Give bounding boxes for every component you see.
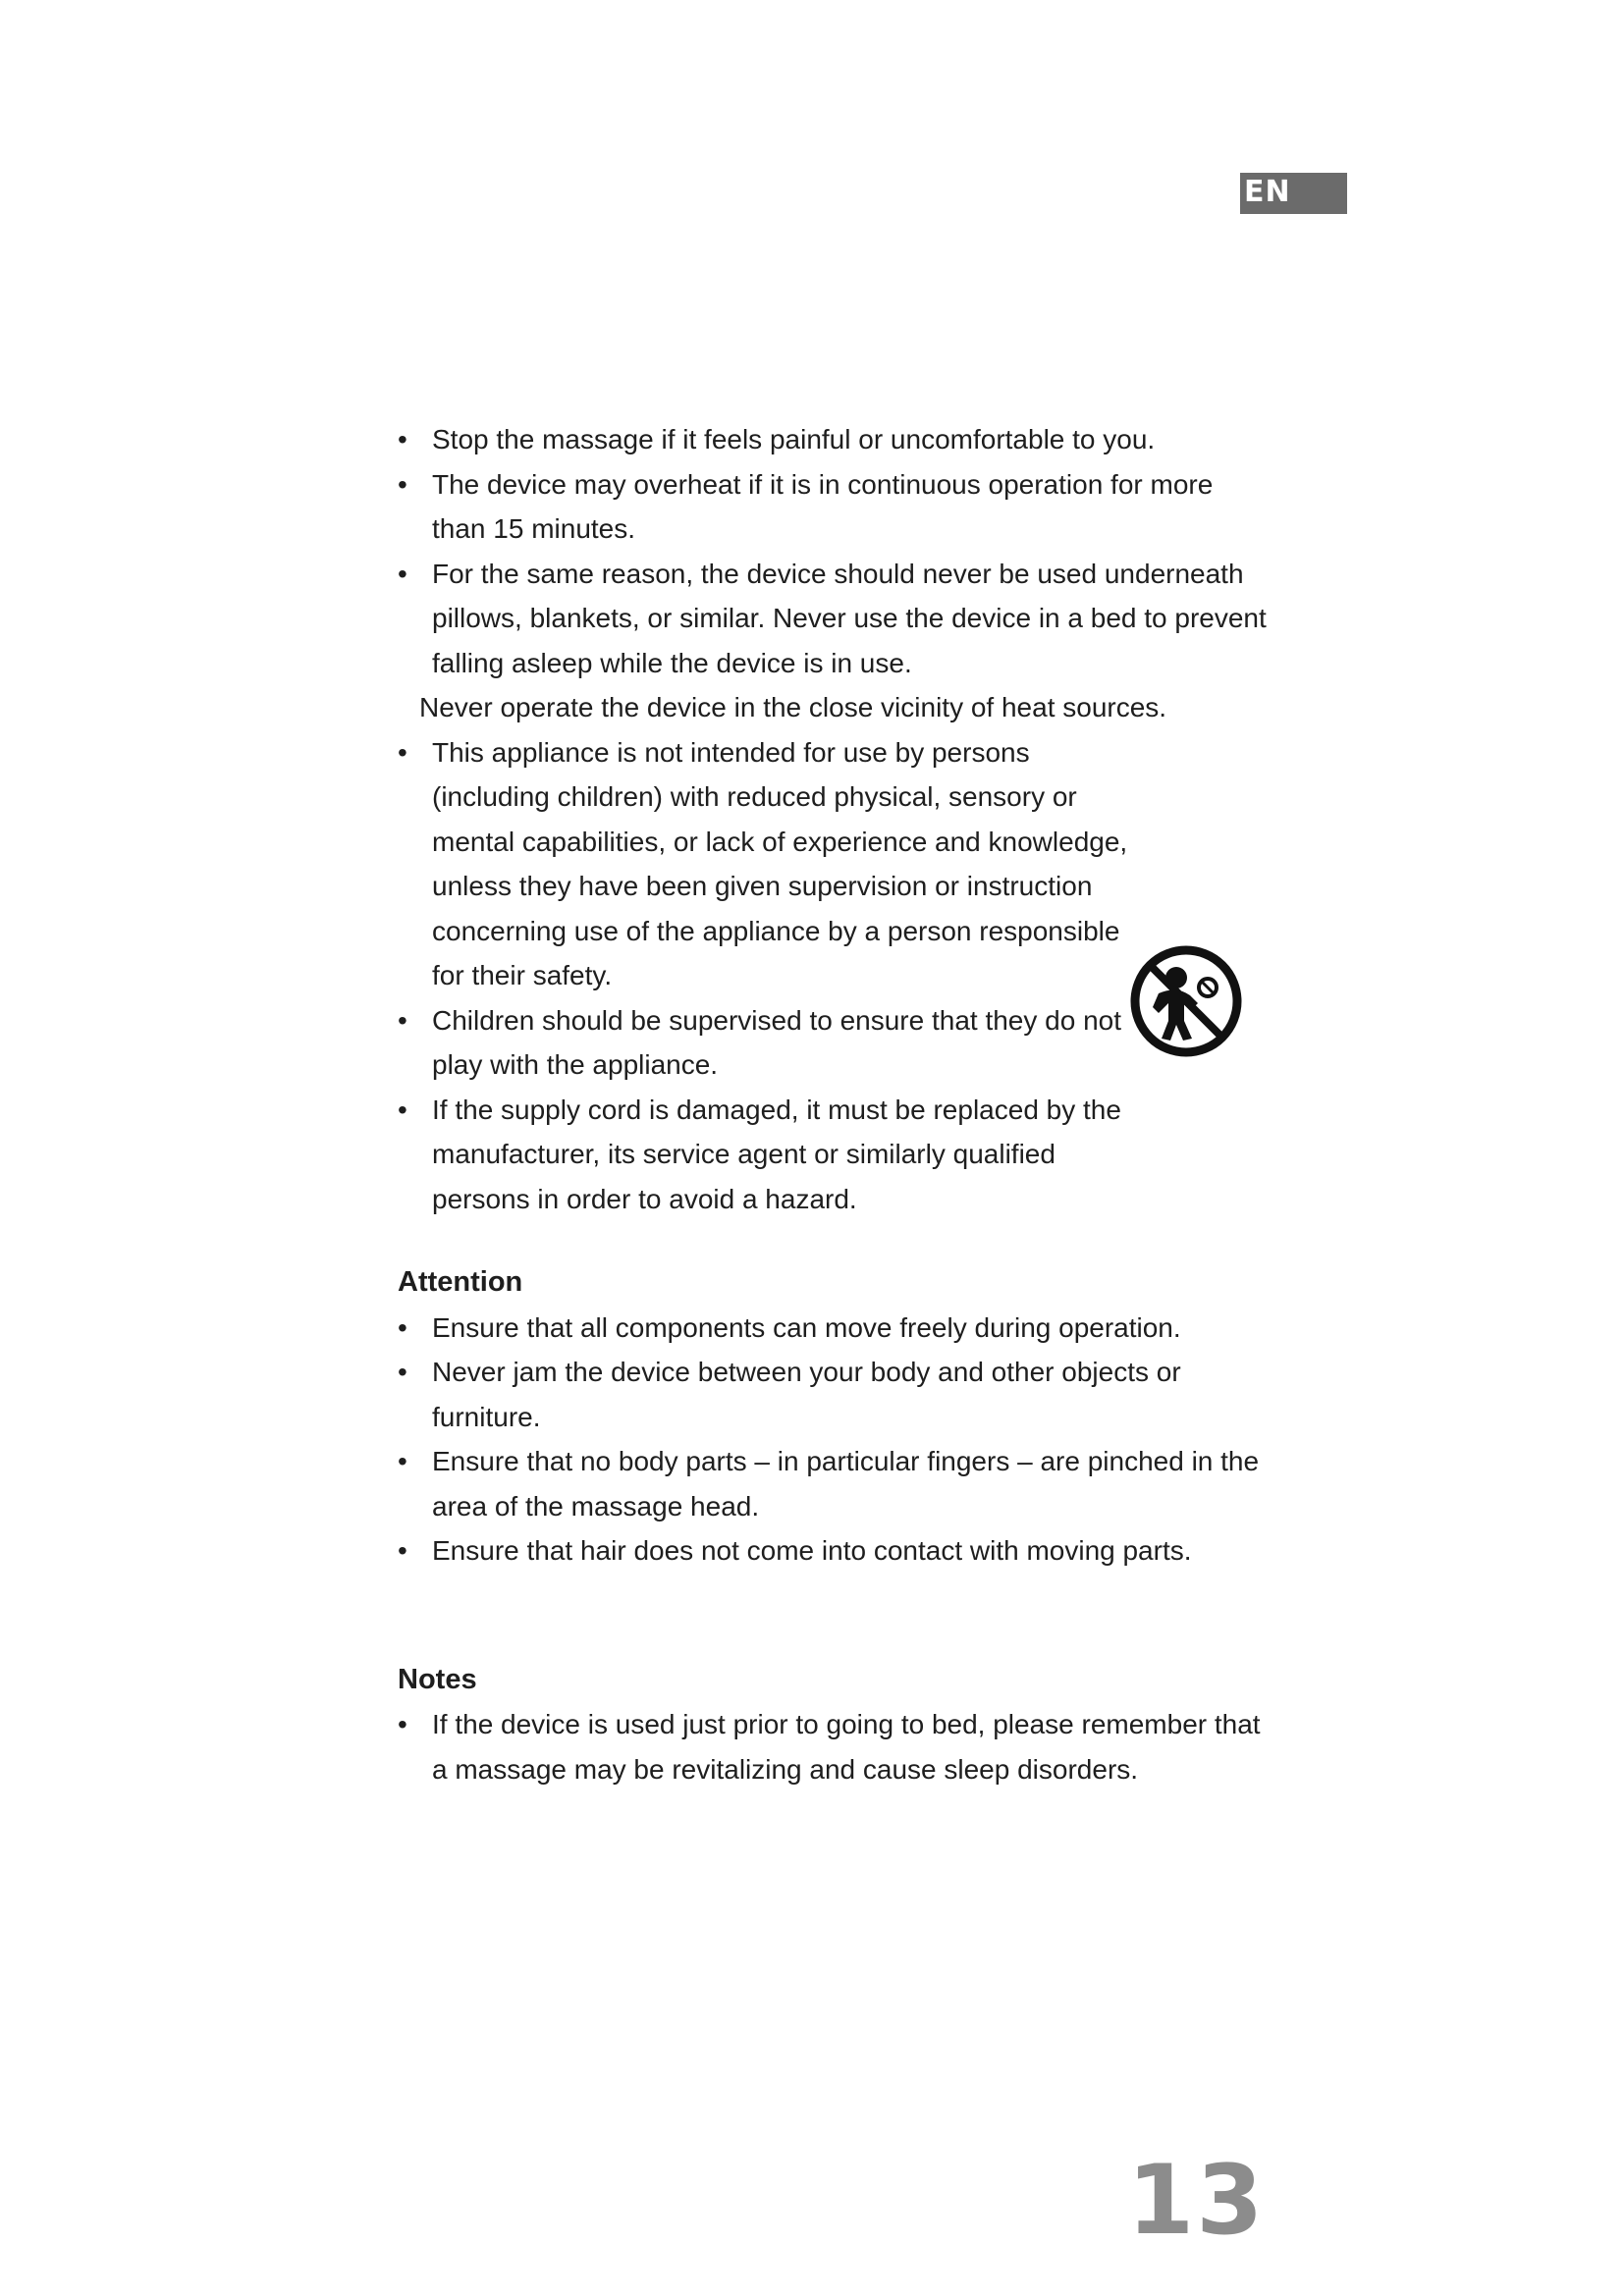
list-item xyxy=(398,1350,1267,1439)
bullet-icon: • xyxy=(398,1535,407,1566)
safety-list xyxy=(398,417,1267,685)
notes-heading: Notes xyxy=(398,1663,477,1695)
language-tab: EN xyxy=(1240,173,1347,214)
bullet-icon: • xyxy=(398,558,407,589)
list-item xyxy=(398,1528,1267,1574)
bullet-icon: • xyxy=(398,736,407,768)
list-item xyxy=(398,998,1149,1088)
bullet-icon: • xyxy=(398,1004,407,1036)
list-item xyxy=(398,1702,1267,1791)
list-item xyxy=(398,417,1267,462)
list-item xyxy=(398,552,1267,686)
list-item-text: If the device is used just prior to going to bed, please remember that a massage may be revitalizing and cause sleep disorders. xyxy=(432,1709,1261,1785)
list-item xyxy=(398,1088,1149,1222)
bullet-icon: • xyxy=(398,468,407,500)
bullet-icon: • xyxy=(398,1357,407,1387)
page-content xyxy=(398,417,1267,1791)
list-item-text: Stop the massage if it feels painful or uncomfortable to you. xyxy=(432,424,1156,454)
attention-list xyxy=(398,1306,1267,1574)
list-item-text: Never jam the device between your body and other objects or furniture. xyxy=(432,1357,1181,1432)
list-item-text: Ensure that all components can move freely during operation. xyxy=(432,1311,1181,1343)
list-item xyxy=(398,730,1149,998)
bullet-icon: • xyxy=(398,1446,407,1476)
list-item-text: This appliance is not intended for use by persons (including children) with reduced physical, sensory or mental capabilities, or lack of experience and knowledge, unless they have been given supervision or instruction concerning use of the appliance by a person responsible for their safety. xyxy=(432,736,1128,990)
list-item xyxy=(398,462,1267,552)
bullet-icon: • xyxy=(398,1311,407,1343)
list-item xyxy=(398,1439,1267,1528)
no-children-play-icon xyxy=(1129,944,1243,1058)
heat-sources-line: Never operate the device in the close vicinity of heat sources. xyxy=(419,692,1167,722)
bullet-icon: • xyxy=(398,424,407,454)
page-number: 13 xyxy=(1127,2145,1266,2257)
list-item-text: The device may overheat if it is in continuous operation for more than 15 minutes. xyxy=(432,468,1214,544)
list-item-text: If the supply cord is damaged, it must be replaced by the manufacturer, its service agent or similarly qualified persons in order to avoid a hazard. xyxy=(432,1094,1121,1214)
list-item-text: Ensure that no body parts – in particular fingers – are pinched in the area of the massage head. xyxy=(432,1446,1260,1522)
list-item-text: Children should be supervised to ensure that they do not play with the appliance. xyxy=(432,1004,1122,1080)
list-item-text: Ensure that hair does not come into contact with moving parts. xyxy=(432,1535,1192,1566)
bullet-icon: • xyxy=(398,1094,407,1125)
bullet-icon: • xyxy=(398,1709,407,1739)
list-item-text: For the same reason, the device should never be used underneath pillows, blankets, or similar. Never use the device in a bed to prevent falling asleep while the device is in use. xyxy=(432,558,1267,678)
attention-heading: Attention xyxy=(398,1266,523,1298)
list-item xyxy=(398,1306,1267,1351)
notes-list xyxy=(398,1702,1267,1791)
